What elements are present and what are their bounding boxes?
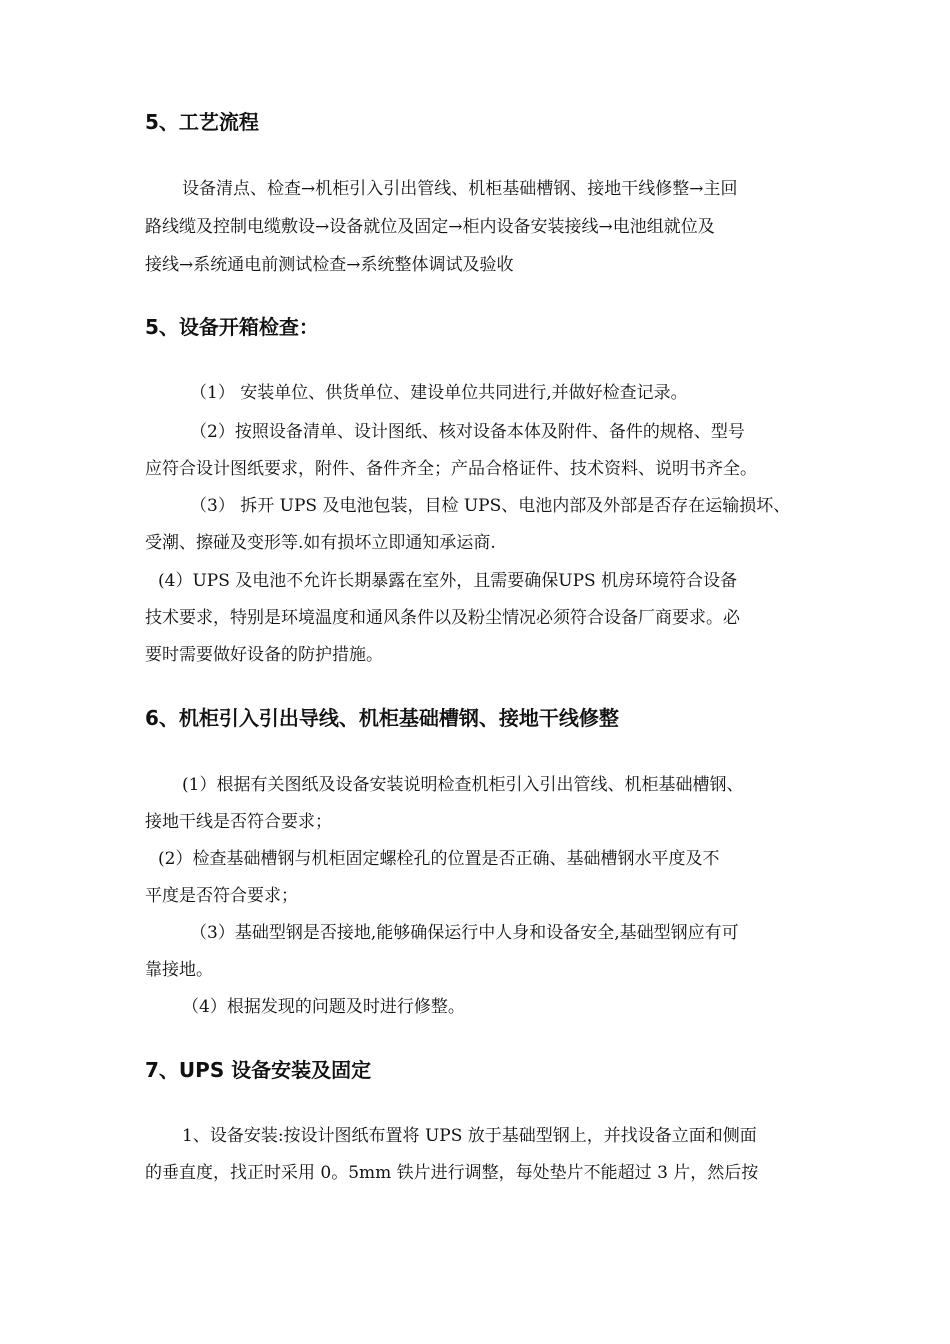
paragraph-line: 平度是否符合要求； xyxy=(145,886,298,906)
paragraph-line: （1） 安装单位、供货单位、建设单位共同进行,并做好检查记录。 xyxy=(190,383,688,403)
paragraph-line: (4）UPS 及电池不允许长期暴露在室外，且需要确保UPS 机房环境符合设备 xyxy=(158,571,738,591)
paragraph-line: 靠接地。 xyxy=(145,960,213,980)
section-heading-process-flow: 5、工艺流程 xyxy=(145,110,259,134)
paragraph-line: 的垂直度，找正时采用 0。5mm 铁片进行调整，每处垫片不能超过 3 片，然后按 xyxy=(145,1163,759,1183)
paragraph-line: 路线缆及控制电缆敷设→设备就位及固定→柜内设备安装接线→电池组就位及 xyxy=(145,217,715,237)
section-heading-ups-installation: 7、UPS 设备安装及固定 xyxy=(145,1058,372,1082)
paragraph-line: 受潮、擦碰及变形等.如有损坏立即通知承运商. xyxy=(145,533,496,553)
section-heading-cabinet-wiring: 6、机柜引入引出导线、机柜基础槽钢、接地干线修整 xyxy=(145,706,619,730)
paragraph-line: （3）基础型钢是否接地,能够确保运行中人身和设备安全,基础型钢应有可 xyxy=(190,923,739,943)
paragraph-line: 接地干线是否符合要求； xyxy=(145,812,332,832)
paragraph-line: 1、设备安装:按设计图纸布置将 UPS 放于基础型钢上，并找设备立面和侧面 xyxy=(182,1126,757,1146)
paragraph-line: （3） 拆开 UPS 及电池包装，目检 UPS、电池内部及外部是否存在运输损坏、 xyxy=(190,496,791,516)
paragraph-line: 要时需要做好设备的防护措施。 xyxy=(145,645,383,665)
paragraph-line: （4）根据发现的问题及时进行修整。 xyxy=(182,997,465,1017)
paragraph-line: 接线→系统通电前测试检查→系统整体调试及验收 xyxy=(145,255,514,275)
paragraph-line: 设备清点、检查→机柜引入引出管线、机柜基础槽钢、接地干线修整→主回 xyxy=(182,179,738,199)
paragraph-line: （2）按照设备清单、设计图纸、核对设备本体及附件、备件的规格、型号 xyxy=(190,422,745,442)
paragraph-line: 技术要求，特别是环境温度和通风条件以及粉尘情况必须符合设备厂商要求。必 xyxy=(145,608,740,628)
paragraph-line: 应符合设计图纸要求，附件、备件齐全；产品合格证件、技术资料、说明书齐全。 xyxy=(145,459,757,479)
paragraph-line: (1）根据有关图纸及设备安装说明检查机柜引入引出管线、机柜基础槽钢、 xyxy=(182,775,744,795)
section-heading-unpacking-inspection: 5、设备开箱检查： xyxy=(145,315,319,339)
paragraph-line: (2）检查基础槽钢与机柜固定螺栓孔的位置是否正确、基础槽钢水平度及不 xyxy=(158,849,720,869)
